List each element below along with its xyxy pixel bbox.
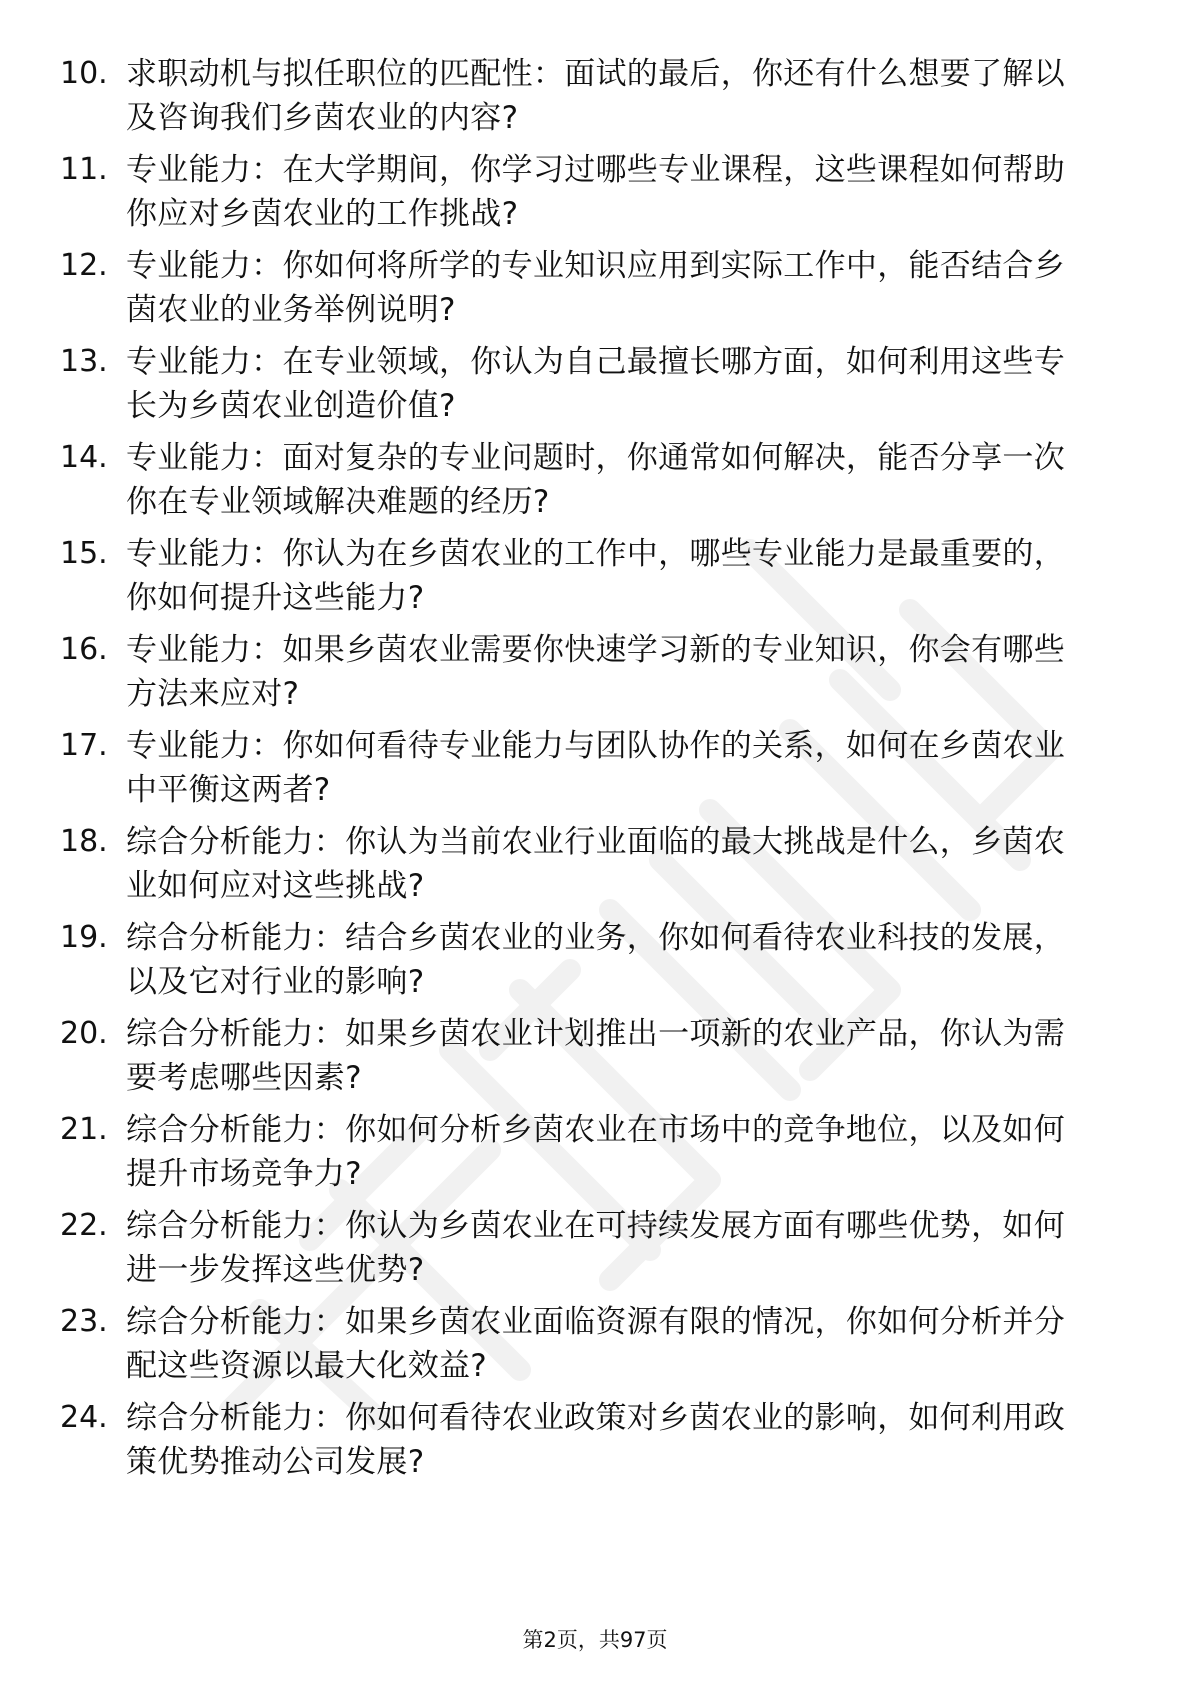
question-item (60, 1012, 1120, 1108)
question-text: 求职动机与拟任职位的匹配性：面试的最后，你还有什么想要了解以及咨询我们乡茵农业的内容? (126, 56, 1065, 136)
question-number: 17. (60, 728, 108, 763)
question-number: 10. (60, 56, 108, 91)
question-number: 15. (60, 536, 108, 571)
question-item (60, 532, 1120, 628)
question-item (60, 1396, 1120, 1492)
question-number: 21. (60, 1112, 108, 1147)
question-item (60, 340, 1120, 436)
question-text: 专业能力：在大学期间，你学习过哪些专业课程，这些课程如何帮助你应对乡茵农业的工作挑战? (126, 152, 1065, 232)
question-item (60, 1108, 1120, 1204)
question-text: 综合分析能力：你如何看待农业政策对乡茵农业的影响，如何利用政策优势推动公司发展? (126, 1400, 1065, 1480)
question-number: 22. (60, 1208, 108, 1243)
question-number: 12. (60, 248, 108, 283)
question-text: 综合分析能力：如果乡茵农业计划推出一项新的农业产品，你认为需要考虑哪些因素? (126, 1016, 1065, 1096)
question-text: 综合分析能力：你如何分析乡茵农业在市场中的竞争地位，以及如何提升市场竞争力? (126, 1112, 1065, 1192)
question-item (60, 820, 1120, 916)
page-number-footer: 第2页，共97页 (522, 1628, 668, 1652)
question-text: 专业能力：你如何将所学的专业知识应用到实际工作中，能否结合乡茵农业的业务举例说明? (126, 248, 1065, 328)
question-list (60, 52, 1120, 1492)
question-item (60, 724, 1120, 820)
question-item (60, 1300, 1120, 1396)
question-text: 专业能力：面对复杂的专业问题时，你通常如何解决，能否分享一次你在专业领域解决难题的经历? (126, 440, 1065, 520)
question-number: 16. (60, 632, 108, 667)
question-item (60, 52, 1120, 148)
question-item (60, 244, 1120, 340)
question-text: 专业能力：在专业领域，你认为自己最擅长哪方面，如何利用这些专长为乡茵农业创造价值? (126, 344, 1065, 424)
question-text: 专业能力：你如何看待专业能力与团队协作的关系，如何在乡茵农业中平衡这两者? (126, 728, 1065, 808)
question-text: 综合分析能力：你认为乡茵农业在可持续发展方面有哪些优势，如何进一步发挥这些优势? (126, 1208, 1065, 1288)
question-item (60, 436, 1120, 532)
question-number: 18. (60, 824, 108, 859)
question-item (60, 1204, 1120, 1300)
question-number: 13. (60, 344, 108, 379)
question-text: 综合分析能力：你认为当前农业行业面临的最大挑战是什么，乡茵农业如何应对这些挑战? (126, 824, 1065, 904)
question-number: 14. (60, 440, 108, 475)
question-number: 24. (60, 1400, 108, 1435)
question-number: 20. (60, 1016, 108, 1051)
question-text: 专业能力：你认为在乡茵农业的工作中，哪些专业能力是最重要的，你如何提升这些能力? (126, 536, 1065, 616)
question-text: 综合分析能力：结合乡茵农业的业务，你如何看待农业科技的发展，以及它对行业的影响? (126, 920, 1065, 1000)
question-number: 19. (60, 920, 108, 955)
question-number: 11. (60, 152, 108, 187)
question-item (60, 916, 1120, 1012)
question-item (60, 148, 1120, 244)
question-item (60, 628, 1120, 724)
question-text: 综合分析能力：如果乡茵农业面临资源有限的情况，你如何分析并分配这些资源以最大化效益? (126, 1304, 1065, 1384)
question-text: 专业能力：如果乡茵农业需要你快速学习新的专业知识，你会有哪些方法来应对? (126, 632, 1065, 712)
question-number: 23. (60, 1304, 108, 1339)
